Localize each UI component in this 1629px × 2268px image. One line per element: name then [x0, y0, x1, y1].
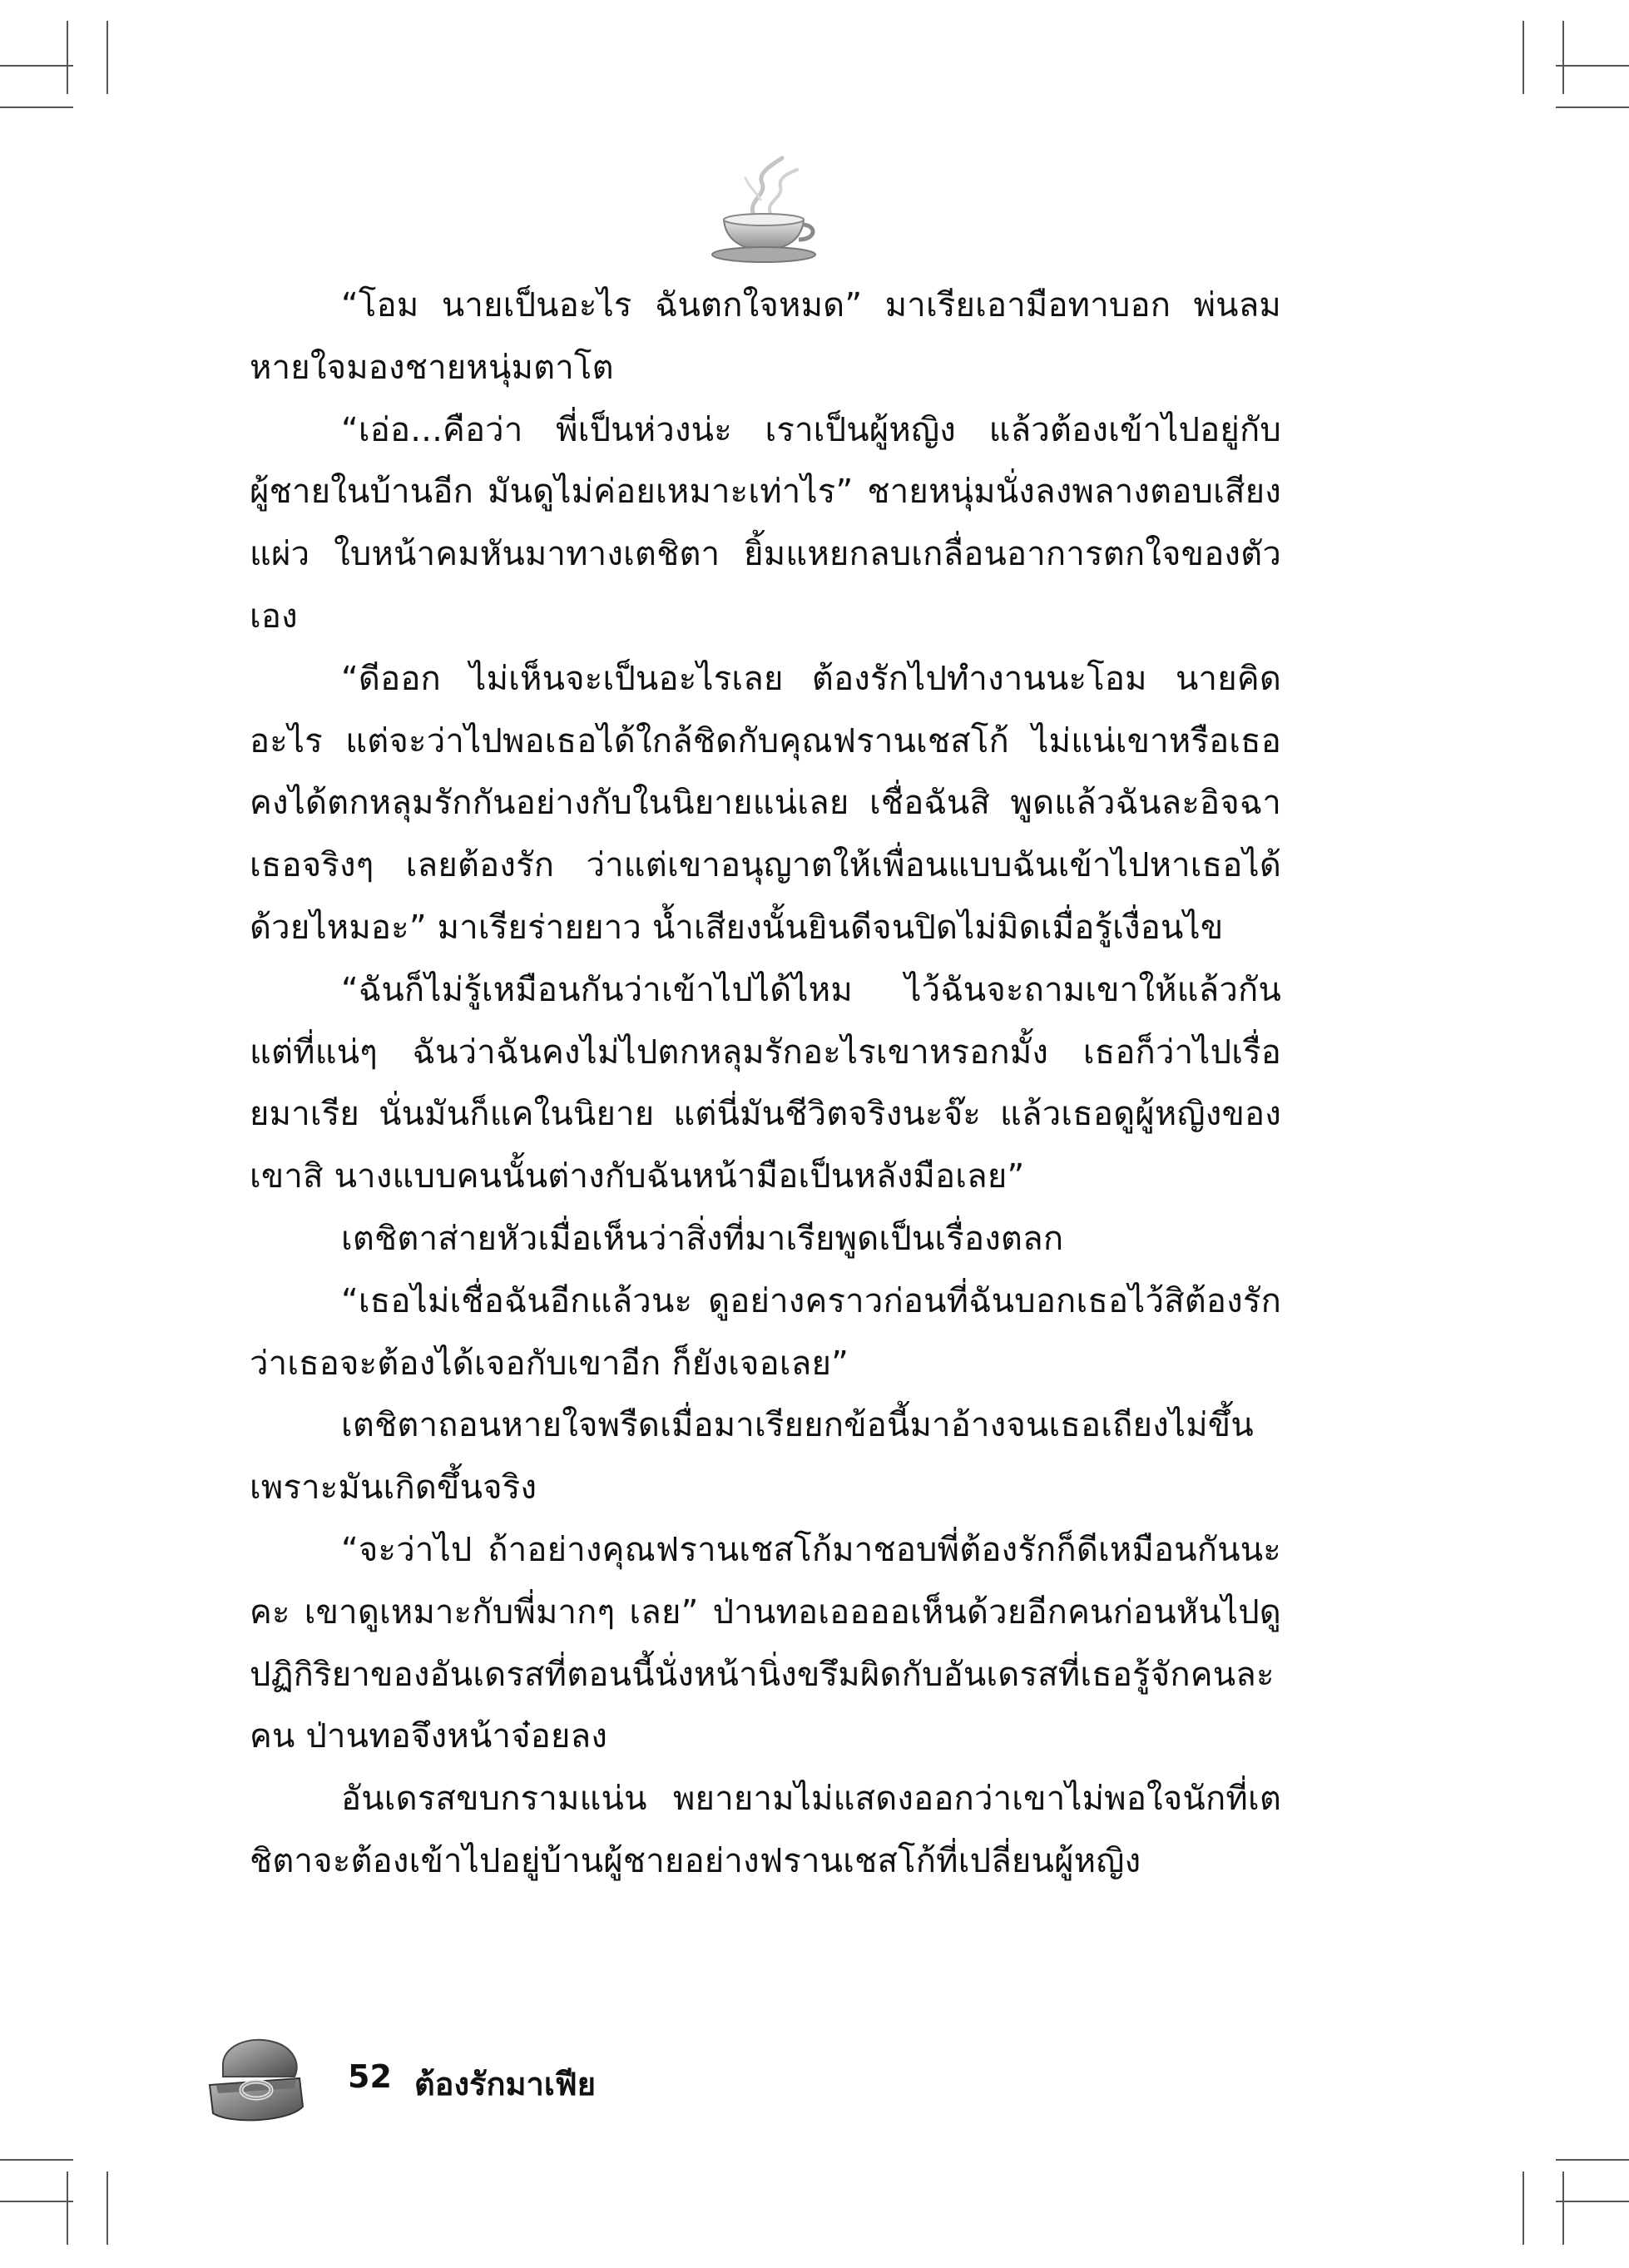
crop-mark — [0, 65, 73, 67]
paragraph: “จะว่าไป ถ้าอย่างคุณฟรานเชสโก้มาชอบพี่ต้องรักก็ดีเหมือนกันนะคะ เขาดูเหมาะกับพี่มากๆ เลย” ป่านทอเออออเห็นด้วยอีกคนก่อนหันไปดูปฏิกิริยาของอันเดรสที่ตอนนี้นั่งหน้านิ่งขรึมผิดกับอันเดรสที่เธอรู้จักคนละคน ป่านทอจึงหน้าจ๋อยลง — [250, 1530, 1281, 1756]
paragraph: เตชิตาส่ายหัวเมื่อเห็นว่าสิ่งที่มาเรียพูดเป็นเรื่องตลก — [341, 1219, 1064, 1258]
crop-mark — [106, 21, 108, 94]
teacup-with-steam-icon — [706, 150, 822, 270]
crop-mark — [1562, 2171, 1564, 2245]
paragraph: “ฉันก็ไม่รู้เหมือนกันว่าเข้าไปได้ไหม ไว้ฉันจะถามเขาให้แล้วกัน แต่ที่แน่ๆ ฉันว่าฉันคงไม่ไปตกหลุมรักอะไรเขาหรอกมั้ง เธอก็ว่าไปเรื่อยมาเรีย นั่นมันก็แคในนิยาย แต่นี่มันชีวิตจริงนะจ๊ะ แล้วเธอดูผู้หญิงของเขาสิ นางแบบคนนั้นต่างกับฉันหน้ามือเป็นหลังมือเลย” — [250, 970, 1281, 1196]
ring-box-icon — [198, 2030, 314, 2130]
paragraph: เตชิตาถอนหายใจพรืดเมื่อมาเรียยกข้อนี้มาอ้างจนเธอเถียงไม่ขึ้นเพราะมันเกิดขึ้นจริง — [250, 1406, 1254, 1508]
crop-mark — [0, 106, 73, 108]
crop-mark — [1523, 21, 1524, 94]
crop-mark — [1556, 2159, 1629, 2161]
page-number: 52 — [348, 2058, 392, 2095]
paragraph: “เอ่อ...คือว่า พี่เป็นห่วงน่ะ เราเป็นผู้หญิง แล้วต้องเข้าไปอยู่กับผู้ชายในบ้านอีก มันดูไม่ค่อยเหมาะเท่าไร” ชายหนุ่มนั่งลงพลางตอบเสียงแผ่ว ใบหน้าคมหันมาทางเตชิตา ยิ้มแหยกลบเกลื่อนอาการตกใจของตัวเอง — [250, 410, 1281, 636]
paragraph: “โอม นายเป็นอะไร ฉันตกใจหมด” มาเรียเอามือทาบอก พ่นลมหายใจมองชายหนุ่มตาโต — [250, 286, 1281, 387]
body-text — [250, 275, 1281, 1893]
crop-mark — [1556, 65, 1629, 67]
crop-mark — [1523, 2171, 1524, 2245]
crop-mark — [0, 2159, 73, 2161]
crop-mark — [0, 2201, 73, 2202]
crop-mark — [67, 2171, 68, 2245]
crop-mark — [67, 21, 68, 94]
paragraph: “ดีออก ไม่เห็นจะเป็นอะไรเลย ต้องรักไปทำงานนะโอม นายคิดอะไร แต่จะว่าไปพอเธอได้ใกล้ชิดกับคุณฟรานเชสโก้ ไม่แน่เขาหรือเธอคงได้ตกหลุมรักกันอย่างกับในนิยายแน่เลย เชื่อฉันสิ พูดแล้วฉันละอิจฉาเธอจริงๆ เลยต้องรัก ว่าแต่เขาอนุญาตให้เพื่อนแบบฉันเข้าไปหาเธอได้ด้วยไหมอะ” มาเรียร่ายยาว น้ำเสียงนั้นยินดีจนปิดไม่มิดเมื่อรู้เงื่อนไข — [250, 659, 1281, 947]
paragraph: อันเดรสขบกรามแน่น พยายามไม่แสดงออกว่าเขาไม่พอใจนักที่เตชิตาจะต้องเข้าไปอยู่บ้านผู้ชายอย่างฟรานเชสโก้ที่เปลี่ยนผู้หญิง — [250, 1780, 1281, 1880]
crop-mark — [106, 2171, 108, 2245]
book-title: ต้องรักมาเฟีย — [414, 2066, 597, 2102]
crop-mark — [1556, 2201, 1629, 2202]
crop-mark — [1562, 21, 1564, 94]
paragraph: “เธอไม่เชื่อฉันอีกแล้วนะ ดูอย่างคราวก่อนที่ฉันบอกเธอไว้สิต้องรัก ว่าเธอจะต้องได้เจอกับเขาอีก ก็ยังเจอเลย” — [250, 1281, 1281, 1383]
crop-mark — [1556, 106, 1629, 108]
